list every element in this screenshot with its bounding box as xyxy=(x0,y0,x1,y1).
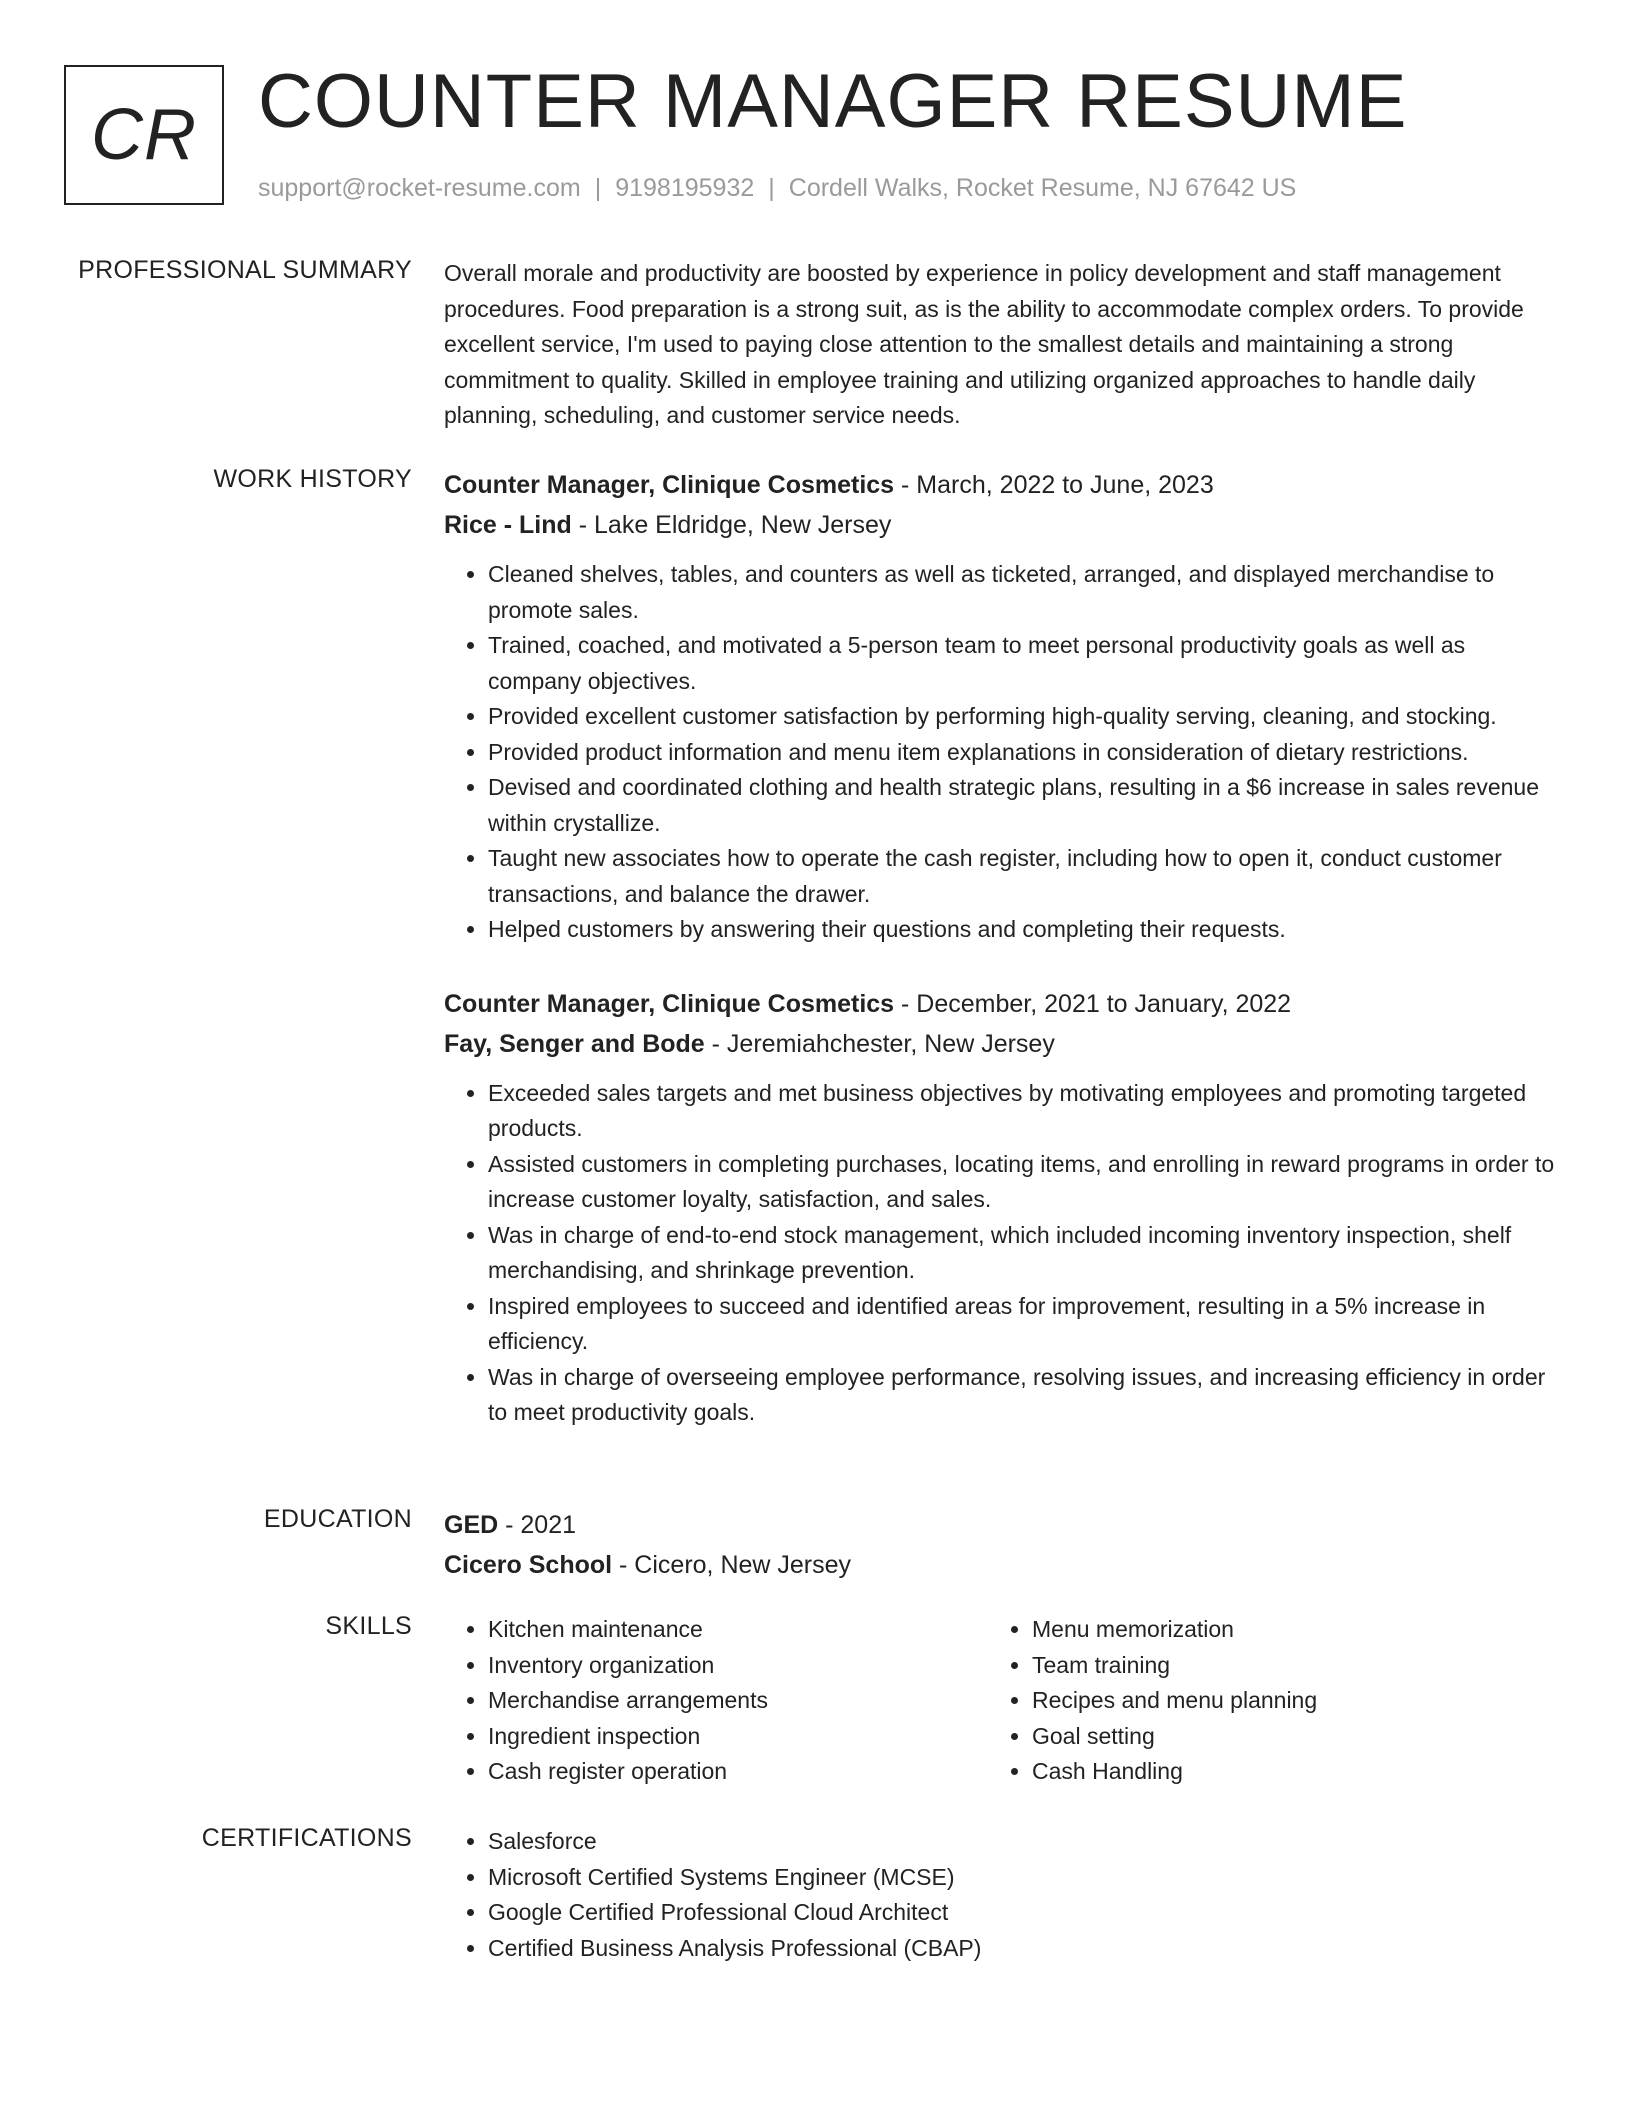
list-item: • Menu memorization xyxy=(1032,1612,1317,1648)
list-item: • Inspired employees to succeed and identified areas for improvement, resulting in a 5% increase in efficiency. xyxy=(488,1289,1560,1360)
list-item: • Google Certified Professional Cloud Architect xyxy=(488,1895,1560,1931)
job-location: - Lake Eldridge, New Jersey xyxy=(571,511,892,539)
skills-column-left xyxy=(444,1612,768,1790)
job-company: Fay, Senger and Bode xyxy=(444,1029,705,1058)
education-year: - 2021 xyxy=(498,1511,577,1539)
list-item: • Microsoft Certified Systems Engineer (MCSE) xyxy=(488,1860,1560,1896)
job-title: Counter Manager, Clinique Cosmetics xyxy=(444,471,895,499)
contact-address: Cordell Walks, Rocket Resume, NJ 67642 US xyxy=(788,174,1297,202)
list-item: • Cash register operation xyxy=(488,1754,768,1790)
list-item: • Taught new associates how to operate the cash register, including how to open it, conduct customer transactions, and balance the drawer. xyxy=(488,841,1560,912)
skills-list-left xyxy=(444,1612,768,1790)
list-item: • Helped customers by answering their questions and completing their requests. xyxy=(488,912,1560,948)
job-bullets xyxy=(444,1076,1560,1431)
job-company: Rice - Lind xyxy=(444,511,572,539)
list-item: • Was in charge of overseeing employee performance, resolving issues, and increasing efficiency in order to meet productivity goals. xyxy=(488,1360,1560,1431)
section-label-education: EDUCATION xyxy=(263,1505,412,1533)
list-item: • Team training xyxy=(1032,1648,1317,1684)
job-title: Counter Manager, Clinique Cosmetics xyxy=(444,989,895,1018)
list-item: • Ingredient inspection xyxy=(488,1719,768,1755)
list-item: • Recipes and menu planning xyxy=(1032,1683,1317,1719)
certifications-list xyxy=(444,1824,1560,1966)
contact-line xyxy=(258,174,1296,203)
job-dates: - March, 2022 to June, 2023 xyxy=(894,471,1214,499)
contact-separator: | xyxy=(768,174,775,202)
education-body xyxy=(444,1505,1560,1585)
job-title-line xyxy=(444,465,1560,505)
skills-column-right xyxy=(988,1612,1317,1790)
list-item: • Provided product information and menu item explanations in consideration of dietary restrictions. xyxy=(488,735,1560,771)
certifications-body xyxy=(444,1824,1560,1966)
education-degree-line xyxy=(444,1505,1560,1545)
job-entry xyxy=(444,465,1560,948)
job-dates: - December, 2021 to January, 2022 xyxy=(894,989,1292,1018)
section-label-summary: PROFESSIONAL SUMMARY xyxy=(78,256,412,284)
list-item: • Devised and coordinated clothing and health strategic plans, resulting in a $6 increase in sales revenue within crystallize. xyxy=(488,770,1560,841)
contact-email: support@rocket-resume.com xyxy=(258,174,581,202)
education-location: - Cicero, New Jersey xyxy=(612,1551,852,1579)
list-item: • Provided excellent customer satisfaction by performing high-quality serving, cleaning, and stocking. xyxy=(488,699,1560,735)
job-entry xyxy=(444,984,1560,1431)
page-title: COUNTER MANAGER RESUME xyxy=(258,59,1408,144)
job-company-line xyxy=(444,505,1560,545)
skills-list-right xyxy=(988,1612,1317,1790)
list-item: • Certified Business Analysis Professional (CBAP) xyxy=(488,1931,1560,1967)
job-location: - Jeremiahchester, New Jersey xyxy=(704,1029,1055,1058)
work-history-body xyxy=(444,465,1560,1431)
education-school-line xyxy=(444,1545,1560,1585)
list-item: • Inventory organization xyxy=(488,1648,768,1684)
contact-separator: | xyxy=(594,174,602,202)
list-item: • Assisted customers in completing purchases, locating items, and enrolling in reward programs in order to increase customer loyalty, satisfaction, and sales. xyxy=(488,1147,1560,1218)
list-item: • Trained, coached, and motivated a 5-person team to meet personal productivity goals as well as company objectives. xyxy=(488,628,1560,699)
list-item: • Goal setting xyxy=(1032,1719,1317,1755)
list-item: • Kitchen maintenance xyxy=(488,1612,768,1648)
education-school: Cicero School xyxy=(444,1551,613,1579)
section-label-certifications: CERTIFICATIONS xyxy=(201,1824,412,1852)
section-label-work-history: WORK HISTORY xyxy=(213,465,412,493)
section-label-skills: SKILLS xyxy=(325,1612,412,1640)
job-title-line xyxy=(444,984,1560,1024)
list-item: • Cleaned shelves, tables, and counters as well as ticketed, arranged, and displayed merchandise to promote sales. xyxy=(488,557,1560,628)
list-item: • Cash Handling xyxy=(1032,1754,1317,1790)
summary-body xyxy=(444,256,1560,434)
list-item: • Salesforce xyxy=(488,1824,1560,1860)
monogram: CR xyxy=(64,65,224,205)
list-item: • Was in charge of end-to-end stock management, which included incoming inventory inspection, shelf merchandising, and shrinkage prevention. xyxy=(488,1218,1560,1289)
list-item: • Merchandise arrangements xyxy=(488,1683,768,1719)
list-item: • Exceeded sales targets and met business objectives by motivating employees and promoting targeted products. xyxy=(488,1076,1560,1147)
summary-text: Overall morale and productivity are boosted by experience in policy development and staff management procedures. Food preparation is a strong suit, as is the ability to accommodate complex orders. To provide excellent service, I'm used to paying close attention to the smallest details and maintaining a strong commitment to quality. Skilled in employee training and utilizing organized approaches to handle daily planning, scheduling, and customer service needs. xyxy=(444,260,1524,428)
education-degree: GED xyxy=(444,1511,499,1539)
contact-phone: 9198195932 xyxy=(615,174,755,202)
job-bullets xyxy=(444,557,1560,948)
job-company-line xyxy=(444,1024,1560,1064)
